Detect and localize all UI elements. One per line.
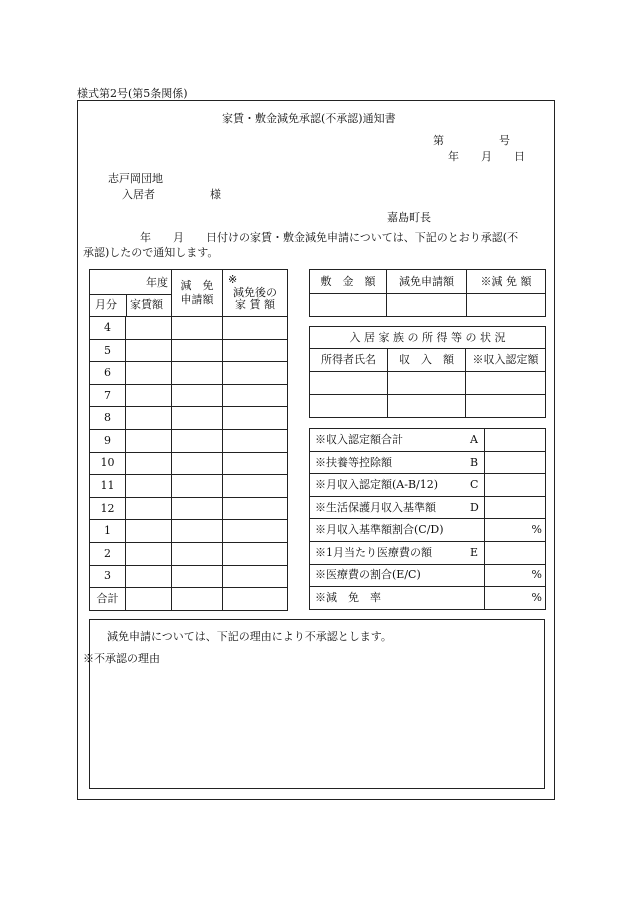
year-month-header	[90, 270, 172, 317]
genmen-cell[interactable]	[172, 429, 223, 452]
calc-label: ※生活保護月収入基準額	[315, 500, 436, 514]
yachin-cell[interactable]	[126, 565, 172, 588]
calc-code: B	[470, 455, 479, 469]
genmen-cell[interactable]	[172, 317, 223, 340]
yachin-cell[interactable]	[126, 317, 172, 340]
table-row	[310, 474, 546, 497]
genmen-amount-cell[interactable]	[467, 294, 546, 317]
calc-value-cell[interactable]	[485, 474, 546, 497]
calc-value-cell[interactable]	[485, 451, 546, 474]
month-label: 1	[90, 520, 126, 543]
table-row	[310, 429, 546, 452]
table-row	[90, 565, 288, 588]
yachin-cell[interactable]	[126, 429, 172, 452]
danchi-name: 志戸岡団地	[108, 172, 163, 185]
genmen-cell[interactable]	[172, 520, 223, 543]
calc-label: ※医療費の割合(E/C)	[315, 568, 421, 582]
resident-name: 入居者 様	[122, 188, 221, 201]
document-date: 年 月 日	[448, 150, 525, 163]
month-label: 6	[90, 362, 126, 385]
genmen-cell[interactable]	[172, 565, 223, 588]
yachin-label: 家賃額	[130, 298, 163, 311]
body-text-line1: 年 月 日付けの家賃・敷金減免申請については、下記のとおり承認(不	[118, 231, 519, 244]
after-cell[interactable]	[223, 384, 288, 407]
calc-value-cell[interactable]	[485, 564, 546, 587]
income-cell[interactable]	[310, 395, 388, 418]
table-row	[90, 588, 288, 611]
calc-label: ※月収入基準額割合(C/D)	[315, 523, 444, 537]
month-label: 合計	[90, 588, 126, 611]
table-row	[90, 384, 288, 407]
table-row	[90, 452, 288, 475]
month-label: 4	[90, 317, 126, 340]
after-cell[interactable]	[223, 565, 288, 588]
shikikin-cell[interactable]	[310, 294, 387, 317]
month-label: 2	[90, 542, 126, 565]
month-label: 11	[90, 475, 126, 498]
after-cell[interactable]	[223, 588, 288, 611]
after-cell[interactable]	[223, 497, 288, 520]
calc-code: A	[470, 433, 478, 446]
month-label: 7	[90, 384, 126, 407]
form-label: 様式第2号(第5条関係)	[77, 87, 188, 100]
table-row	[90, 542, 288, 565]
income-name-header: 所得者氏名	[310, 349, 388, 372]
yachin-cell[interactable]	[126, 452, 172, 475]
genmen-cell[interactable]	[172, 475, 223, 498]
after-cell[interactable]	[223, 362, 288, 385]
calc-value-cell[interactable]	[485, 429, 546, 452]
genmen-header: 減 免 申請額	[172, 270, 223, 317]
calc-label-cell	[310, 451, 485, 474]
calc-unit: %	[531, 523, 542, 537]
calc-label-cell	[310, 429, 485, 452]
yachin-cell[interactable]	[126, 588, 172, 611]
income-cell[interactable]	[388, 395, 466, 418]
income-cell[interactable]	[466, 395, 546, 418]
table-row	[90, 317, 288, 340]
genmen-cell[interactable]	[172, 407, 223, 430]
after-header: ※ 減免後の 家 賃 額	[223, 270, 288, 317]
genmen-cell[interactable]	[172, 588, 223, 611]
income-cell[interactable]	[310, 372, 388, 395]
table-row	[90, 339, 288, 362]
table-row	[310, 496, 546, 519]
calc-value-cell[interactable]	[485, 587, 546, 610]
calc-label: ※減 免 率	[315, 591, 381, 605]
calc-label: ※月収入認定額(A-B/12)	[315, 478, 439, 492]
yachin-cell[interactable]	[126, 362, 172, 385]
yachin-cell[interactable]	[126, 475, 172, 498]
monthly-rent-table	[89, 269, 288, 611]
month-label: 10	[90, 452, 126, 475]
calc-label-cell	[310, 474, 485, 497]
calc-code: E	[470, 545, 479, 559]
month-label: 8	[90, 407, 126, 430]
calc-code: D	[470, 500, 479, 514]
income-cell[interactable]	[466, 372, 546, 395]
genmen-cell[interactable]	[172, 452, 223, 475]
after-cell[interactable]	[223, 429, 288, 452]
yachin-cell[interactable]	[126, 497, 172, 520]
reason-label: ※不承認の理由	[83, 652, 160, 665]
calc-label: ※1月当たり医療費の額	[315, 545, 432, 559]
income-status-title: 入 居 家 族 の 所 得 等 の 状 況	[310, 327, 546, 349]
income-cell[interactable]	[388, 372, 466, 395]
body-text-line2: 承認)したので通知します。	[83, 246, 219, 259]
deposit-table	[309, 269, 546, 317]
calc-label-cell	[310, 519, 485, 542]
income-amount-header: 収 入 額	[388, 349, 466, 372]
calc-label-cell	[310, 564, 485, 587]
table-row	[310, 541, 546, 564]
shinsei-header: 減免申請額	[387, 270, 467, 294]
yachin-cell[interactable]	[126, 542, 172, 565]
calc-code: C	[470, 478, 479, 492]
income-status-table	[309, 326, 546, 418]
calc-unit: %	[531, 568, 542, 582]
after-cell[interactable]	[223, 407, 288, 430]
after-cell[interactable]	[223, 452, 288, 475]
shikikin-header: 敷 金 額	[310, 270, 387, 294]
after-cell[interactable]	[223, 317, 288, 340]
issuer-name: 嘉島町長	[387, 211, 431, 224]
yachin-cell[interactable]	[126, 407, 172, 430]
table-row	[90, 520, 288, 543]
document-number: 第 号	[433, 134, 510, 147]
calculation-table	[309, 428, 546, 610]
calc-label-cell	[310, 496, 485, 519]
month-label: 12	[90, 497, 126, 520]
after-cell[interactable]	[223, 542, 288, 565]
calc-unit: %	[531, 591, 542, 605]
calc-label: ※扶養等控除額	[315, 455, 392, 469]
reason-statement: 減免申請については、下記の理由により不承認とします。	[107, 630, 392, 643]
yachin-cell[interactable]	[126, 339, 172, 362]
table-row	[310, 451, 546, 474]
after-cell[interactable]	[223, 475, 288, 498]
nendo-label: 年度	[146, 276, 168, 289]
reason-text-area[interactable]	[94, 668, 540, 784]
genmen-cell[interactable]	[172, 362, 223, 385]
genmen-cell[interactable]	[172, 339, 223, 362]
calc-label-cell	[310, 587, 485, 610]
calc-label: ※収入認定額合計	[315, 432, 403, 446]
month-label: 5	[90, 339, 126, 362]
genmen-amount-header: ※減 免 額	[467, 270, 546, 294]
yachin-cell[interactable]	[126, 384, 172, 407]
shinsei-cell[interactable]	[387, 294, 467, 317]
genmen-cell[interactable]	[172, 497, 223, 520]
document-title: 家賃・敷金減免承認(不承認)通知書	[222, 112, 396, 125]
reason-box	[83, 619, 545, 789]
table-row	[90, 497, 288, 520]
genmen-cell[interactable]	[172, 542, 223, 565]
income-nintei-header: ※収入認定額	[466, 349, 546, 372]
table-row	[310, 564, 546, 587]
calc-value-cell[interactable]	[485, 496, 546, 519]
yachin-cell[interactable]	[126, 520, 172, 543]
table-row	[90, 407, 288, 430]
calc-value-cell[interactable]	[485, 541, 546, 564]
table-row	[310, 519, 546, 542]
table-row	[90, 362, 288, 385]
table-row	[90, 475, 288, 498]
table-row	[310, 587, 546, 610]
month-label: 3	[90, 565, 126, 588]
month-label: 9	[90, 429, 126, 452]
after-cell[interactable]	[223, 339, 288, 362]
table-row	[90, 429, 288, 452]
gappun-label: 月分	[95, 298, 117, 311]
calc-value-cell[interactable]	[485, 519, 546, 542]
after-cell[interactable]	[223, 520, 288, 543]
calc-label-cell	[310, 541, 485, 564]
genmen-cell[interactable]	[172, 384, 223, 407]
